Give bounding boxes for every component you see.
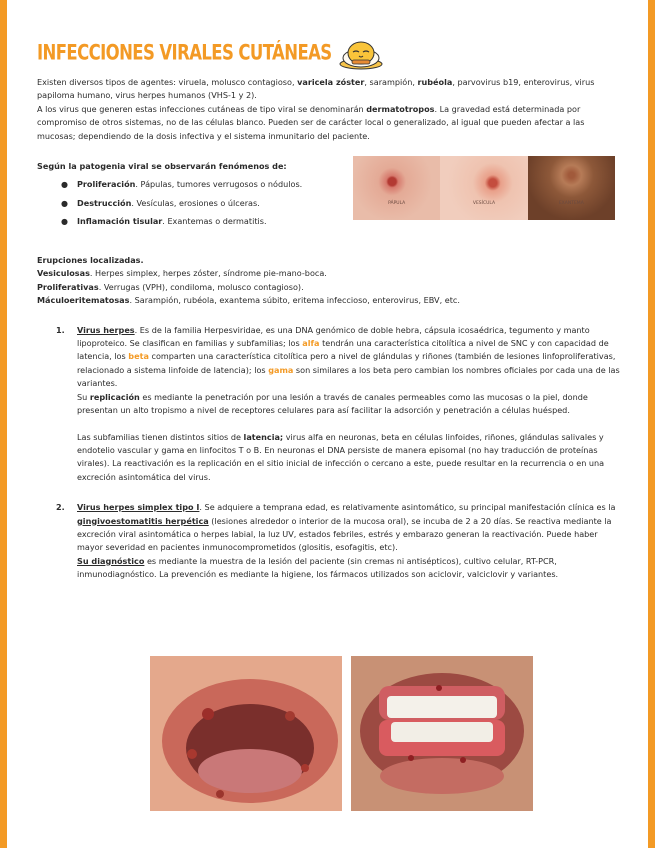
section1-paragraph-3: Las subfamilias tienen distintos sitios de latencia; virus alfa en neuronas, beta en células linfoides, riñones, glándulas salivales y endotelio vascular y gama en linfocitos T o B. En neuronas el DNA persiste de manera episomal (no hay traducción de proteínas virales). La reactivación es la replicación en el sitio inicial de infección o cercano a este, puede resultar en la recurrencia o en una excreción asintomática del virus. — [77, 431, 605, 482]
right-border — [648, 0, 655, 848]
list-item: ● Destrucción. Vesículas, erosiones o úlceras. — [37, 197, 623, 210]
exantema-photo: EXANTEMA — [528, 156, 615, 220]
patogenia-heading: Según la patogenia viral se observarán fenómenos de: — [37, 161, 287, 172]
item-number: 2. — [56, 502, 65, 513]
left-border — [0, 0, 7, 848]
numbered-list — [37, 324, 623, 582]
section-virus-herpes — [37, 324, 623, 484]
title-row — [37, 36, 623, 70]
vesicula-photo: VESÍCULA — [440, 156, 527, 220]
erupcion-row: Vesiculosas. Herpes simplex, herpes zóster, síndrome pie-mano-boca. — [37, 268, 327, 279]
section1-paragraph-2: Su replicación es mediante la penetración por una lesión a través de canales permeables como las mucosas o la piel, donde presentan un alto tropismo a nivel de receptores celulares para así facilitar la adsorción y penetración a células huésped. — [77, 391, 588, 416]
lip-lesion-photo — [150, 656, 342, 811]
list-item: ● Inflamación tisular. Exantemas o dermatitis. — [37, 215, 623, 228]
intro-paragraph-2: A los virus que generen estas infecciones cutáneas de tipo viral se denominarán dermatotropos. La gravedad está determinada por compromiso de otros sistemas, no de las células blanco. Pueden ser de carácter local o generalizado, al igual que pueden afectar a las mucosas; dependiendo de la dosis infectiva y el sistema inmunitario del paciente. — [37, 103, 585, 141]
list-item: ● Proliferación. Pápulas, tumores verrugosos o nódulos. — [37, 178, 623, 191]
intro-paragraph-1: Existen diversos tipos de agentes: viruela, molusco contagioso, varicela zóster, sarampión, rubéola, parvovirus b19, enterovirus, virus papiloma humano, virus herpes humanos (VHS-1 y 2). — [37, 77, 595, 101]
erupciones-heading: Erupciones localizadas. — [37, 255, 144, 266]
page-title: INFECCIONES VIRALES CUTÁNEAS — [37, 40, 332, 66]
section-herpes-simplex — [37, 501, 623, 581]
erupciones-section — [37, 254, 623, 308]
section2-paragraph-2: Su diagnóstico es mediante la muestra de la lesión del paciente (sin cremas ni antisépticos), cultivo celular, RT-PCR, inmunodiagnóstico. La prevención es mediante la higiene, los fármacos utilizados son aciclovir, valciclovir y variantes. — [77, 555, 559, 580]
section2-paragraph-1: Virus herpes simplex tipo I. Se adquiere a temprana edad, es relativamente asintomático, su principal manifestación clínica es la gingivoestomatitis herpética (lesiones alrededor o interior de la mucosa oral), se incuba de 2 a 20 días. Se reactiva mediante la excreción viral asintomática o herpes labial, la luz UV, estados febriles, estrés y embarazo generan la reactivación. Puede haber mayor severidad en pacientes inmunocomprometidos (glositis, esofagitis, etc). — [77, 502, 616, 553]
papula-photo: PÁPULA — [353, 156, 440, 220]
section1-paragraph-1: Virus herpes. Es de la familia Herpesviridae, es una DNA genómico de doble hebra, cápsula icosaédrica, tegumento y manto lipoproteico. Se clasifican en familias y subfamilias; los alfa tendrán una característica citolítica a nivel de SNC y con capacidad de latencia, los beta comparten una característica citolítica pero a nivel de glándulas y riñones (también de lesiones linfoproliferativas, relacionado a sistema linfoide de latencia); los gama son similares a los beta pero cambian los nombres oficiales por cada una de las variantes. — [77, 324, 620, 389]
gum-lesion-photo — [351, 656, 533, 811]
clinical-photos — [150, 656, 533, 811]
item-number: 1. — [56, 324, 65, 335]
intro — [37, 76, 623, 143]
erupcion-row: Proliferativas. Verrugas (VPH), condiloma, molusco contagioso). — [37, 281, 304, 292]
lesion-photos — [353, 156, 615, 220]
patogenia-section — [37, 160, 623, 246]
document-page — [37, 36, 623, 582]
egg-character-icon — [338, 36, 384, 70]
erupcion-row: Máculoeritematosas. Sarampión, rubéola, exantema súbito, eritema infeccioso, enterovirus, EBV, etc. — [37, 295, 460, 306]
